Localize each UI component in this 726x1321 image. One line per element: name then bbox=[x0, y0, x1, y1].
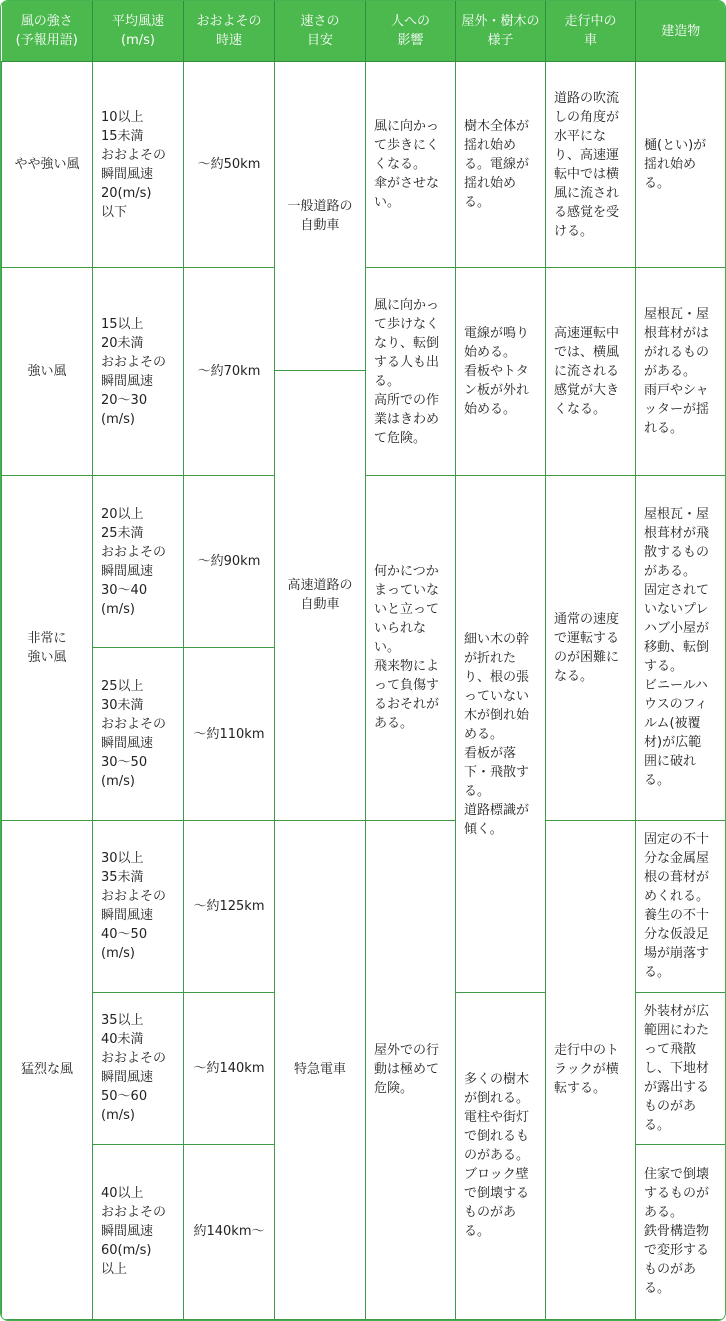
kmh-cell: ～約110km bbox=[184, 648, 275, 820]
kmh-cell: ～約70km bbox=[184, 268, 275, 476]
header-outdoor-trees: 屋外・樹木の 様子 bbox=[456, 1, 546, 62]
buildings-cell: 外装材が広 範囲にわた って飛散 し、下地材 が露出する ものがあ る。 bbox=[636, 992, 726, 1144]
people-cell: 何かにつか まっていな いと立って いられな い。 飛来物によ って負傷す るおそれが ある。 bbox=[366, 476, 456, 820]
table-row bbox=[2, 820, 726, 992]
header-row bbox=[2, 1, 726, 62]
avg-speed-cell: 30以上 35未満 おおよその 瞬間風速 40～50 (m/s) bbox=[93, 820, 184, 992]
speed-guide-cell: 特急電車 bbox=[275, 820, 366, 1319]
header-wind-strength: 風の強さ (予報用語) bbox=[2, 1, 93, 62]
header-speed-guide: 速さの 目安 bbox=[275, 1, 366, 62]
buildings-cell: 屋根瓦・屋 根葺材が飛 散するもの がある。 固定されて いないプレ ハブ小屋が 移動、転倒 する。 ビニールハ ウスのフィ ルム(被覆 材)が広範 囲に破れ る。 bbox=[636, 476, 726, 820]
avg-speed-cell: 20以上 25未満 おおよその 瞬間風速 30～40 (m/s) bbox=[93, 476, 184, 648]
kmh-cell: 約140km～ bbox=[184, 1144, 275, 1319]
strength-cell: 強い風 bbox=[2, 268, 93, 476]
trees-cell: 細い木の幹 が折れた り、根の張 っていない 木が倒れ始 める。 看板が落 下・飛散す る。 道路標識が 傾く。 bbox=[456, 476, 546, 992]
kmh-cell: ～約90km bbox=[184, 476, 275, 648]
buildings-cell: 屋根瓦・屋 根葺材がは がれるもの がある。 雨戸やシャ ッターが揺 れる。 bbox=[636, 268, 726, 476]
avg-speed-cell: 25以上 30未満 おおよその 瞬間風速 30～50 (m/s) bbox=[93, 648, 184, 820]
wind-scale-table bbox=[1, 1, 726, 1320]
header-moving-vehicles: 走行中の 車 bbox=[546, 1, 636, 62]
trees-cell: 多くの樹木 が倒れる。 電柱や街灯 で倒れるも のがある。 ブロック壁 で倒壊する ものがあ る。 bbox=[456, 992, 546, 1319]
header-approx-kmh: おおよその 時速 bbox=[184, 1, 275, 62]
people-cell: 屋外での行 動は極めて 危険。 bbox=[366, 820, 456, 1319]
strength-cell: やや強い風 bbox=[2, 62, 93, 268]
cars-cell: 通常の速度 で運転する のが困難に なる。 bbox=[546, 476, 636, 820]
speed-guide-cell: 高速道路の 自動車 bbox=[275, 371, 366, 820]
header-effect-on-people: 人への 影響 bbox=[366, 1, 456, 62]
avg-speed-cell: 40以上 おおよその 瞬間風速 60(m/s) 以上 bbox=[93, 1144, 184, 1319]
trees-cell: 電線が鳴り 始める。 看板やトタ ン板が外れ 始める。 bbox=[456, 268, 546, 476]
kmh-cell: ～約140km bbox=[184, 992, 275, 1144]
avg-speed-cell: 35以上 40未満 おおよその 瞬間風速 50～60 (m/s) bbox=[93, 992, 184, 1144]
cars-cell: 高速運転中 では、横風 に流される 感覚が大き くなる。 bbox=[546, 268, 636, 476]
table-row bbox=[2, 62, 726, 268]
cars-cell: 走行中のト ラックが横 転する。 bbox=[546, 820, 636, 1319]
buildings-cell: 樋(とい)が 揺れ始め る。 bbox=[636, 62, 726, 268]
people-cell: 風に向かっ て歩けなく なり、転倒 する人も出 る。 高所での作 業はきわめ て危険。 bbox=[366, 268, 456, 476]
speed-guide-cell: 一般道路の 自動車 bbox=[275, 62, 366, 371]
strength-cell: 非常に 強い風 bbox=[2, 476, 93, 820]
avg-speed-cell: 10以上 15未満 おおよその 瞬間風速 20(m/s) 以下 bbox=[93, 62, 184, 268]
people-cell: 風に向かっ て歩きにく くなる。 傘がさせな い。 bbox=[366, 62, 456, 268]
buildings-cell: 固定の不十 分な金属屋 根の葺材が めくれる。 養生の不十 分な仮設足 場が崩落す る。 bbox=[636, 820, 726, 992]
strength-cell: 猛烈な風 bbox=[2, 820, 93, 1319]
kmh-cell: ～約50km bbox=[184, 62, 275, 268]
header-average-wind-speed: 平均風速 (m/s) bbox=[93, 1, 184, 62]
avg-speed-cell: 15以上 20未満 おおよその 瞬間風速 20～30 (m/s) bbox=[93, 268, 184, 476]
kmh-cell: ～約125km bbox=[184, 820, 275, 992]
header-buildings: 建造物 bbox=[636, 1, 726, 62]
trees-cell: 樹木全体が 揺れ始め る。電線が 揺れ始め る。 bbox=[456, 62, 546, 268]
cars-cell: 道路の吹流 しの角度が 水平になり、高速運 転中では横 風に流され る感覚を受 ける。 bbox=[546, 62, 636, 268]
buildings-cell: 住家で倒壊 するものが ある。 鉄骨構造物 で変形する ものがあ る。 bbox=[636, 1144, 726, 1319]
